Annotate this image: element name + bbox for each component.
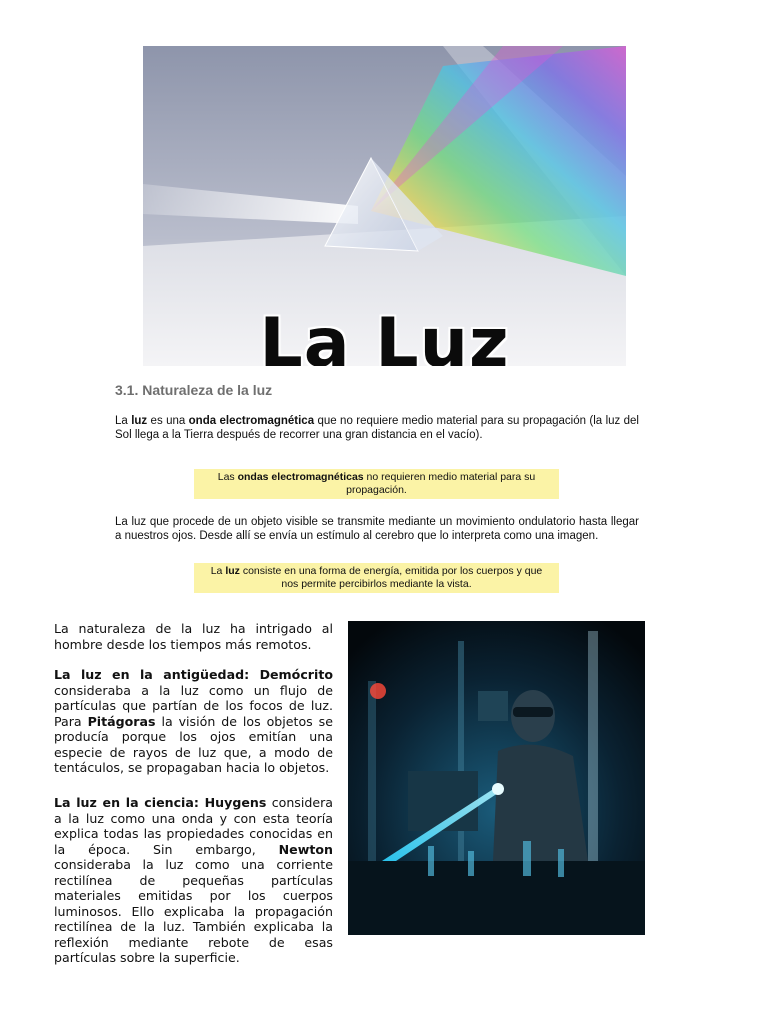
laser-lab-photo (348, 621, 645, 935)
hero-image (143, 46, 626, 366)
paragraph-definition: La luz es una onda electromagnética que no requiere medio material para su propagación (la luz del Sol llega a la Tierra después de recorrer una gran distancia en el vacío). (115, 415, 639, 441)
paragraph-visible-object: La luz que procede de un objeto visible se transmite mediante un movimiento ondulatorio hasta llegar a nuestros ojos. Desde allí se envía un estímulo al cerebro que lo interpreta como una imagen. (115, 516, 639, 542)
callout-electromagnetic-waves: Las ondas electromagnéticas no requieren medio material para su propagación. (194, 469, 559, 499)
callout-light-energy: La luz consiste en una forma de energía, emitida por los cuerpos y que nos permite percibirlos mediante la vista. (194, 563, 559, 593)
science-paragraph: La luz en la ciencia: Huygens considera a la luz como una onda y con esta teoría explica todas las propiedades conocidas en la época. Sin embargo, Newton consideraba la luz como una corriente rectilínea de pequeñas partículas materiales emitidas por los cuerpos luminosos. Ello explicaba la propagación rectilínea de la luz. También explicaba la reflexión mediante rebote de esas partículas sobre la superficie. (54, 795, 333, 965)
section-heading: 3.1. Naturaleza de la luz (115, 382, 273, 398)
hero-title: La Luz (259, 304, 510, 366)
intro-paragraph: La naturaleza de la luz ha intrigado al hombre desde los tiempos más remotos. (54, 621, 333, 652)
antiquity-paragraph: La luz en la antigüedad: Demócrito consideraba a la luz como un flujo de partículas que partían de los focos de luz. Para Pitágoras la visión de los objetos se producía porque los ojos emitían una especie de rayos de luz que, a modo de tentáculos, se propagaban hacia lo objetos. (54, 667, 333, 775)
laser-lab-illustration (348, 621, 645, 935)
